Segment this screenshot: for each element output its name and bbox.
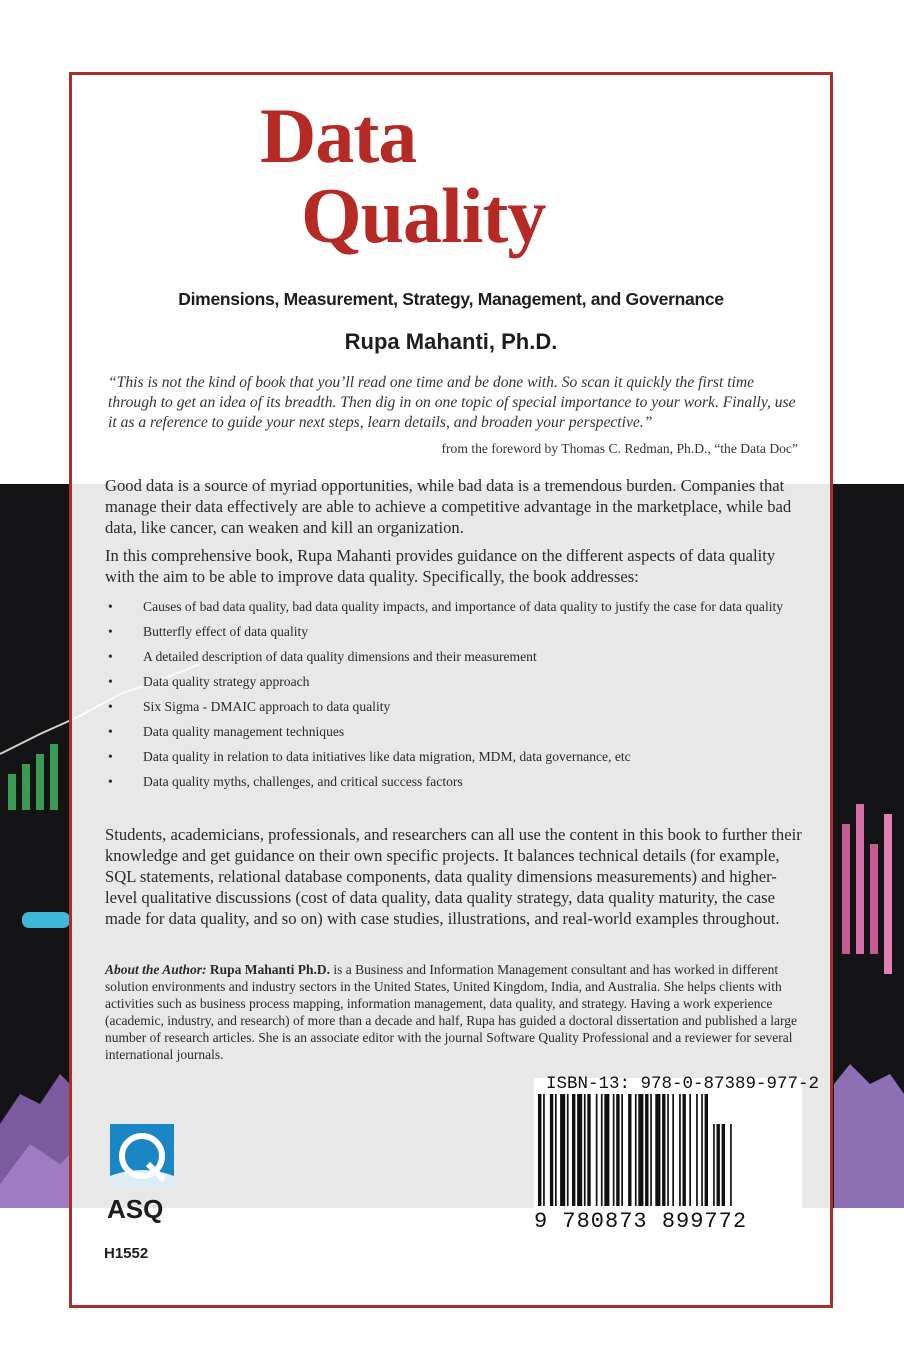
asq-logo-icon: [104, 1124, 180, 1194]
bullet-icon: •: [108, 749, 113, 764]
list-item: [105, 748, 805, 765]
description-paragraph-1: Good data is a source of myriad opportunities, while bad data is a tremendous burden. Companies that manage their data effectively are able to achieve a competitive advantage in the marketplace, while bad data, like cancer, can weaken and kill an organization.: [105, 476, 792, 537]
subtitle: Dimensions, Measurement, Strategy, Management, and Governance: [178, 289, 724, 309]
list-item-text: Six Sigma - DMAIC approach to data quality: [143, 699, 391, 714]
list-item: [105, 673, 805, 690]
topics-list: [105, 598, 805, 798]
bullet-icon: •: [108, 699, 113, 714]
bullet-icon: •: [108, 649, 113, 664]
bullet-icon: •: [108, 774, 113, 789]
description-paragraph-3: Students, academicians, professionals, and researchers can all use the content in this book to further their knowledge and get guidance on their own specific projects. It balances technical details (for example, SQL statements, relational database components, data quality dimensions measurements) and higher-level qualitative discussions (cost of data quality, data quality strategy, data quality maturity, the case made for data quality, and so on) with case studies, illustrations, and real-world examples throughout.: [105, 825, 802, 928]
about-author-name: Rupa Mahanti Ph.D.: [209, 962, 330, 977]
bullet-icon: •: [108, 624, 113, 639]
foreword-quote: “This is not the kind of book that you’ll read one time and be done with. So scan it quickly the first time through to get an idea of its breadth. Then dig in on one topic of special importance to your work. Finally, use it as a reference to guide your next steps, learn details, and broaden your perspective.”: [108, 374, 796, 431]
title-line-2: Quality: [301, 172, 546, 259]
list-item: [105, 773, 805, 790]
about-author: [105, 961, 805, 1063]
about-author-text: is a Business and Information Management consultant and has worked in different solution environments and industry sectors in the United States, United Kingdom, India, and Australia. She helps clients with activities such as business process mapping, information management, data quality, and strategy. Having a work experience (academic, industry, and research) of more than a decade and half, Rupa has guided a doctoral dissertation and published a large number of research articles. She is an associate editor with the journal Software Quality Professional and a reviewer for several international journals.: [105, 962, 797, 1062]
about-author-label: About the Author:: [105, 962, 207, 977]
bullet-icon: •: [108, 674, 113, 689]
list-item-text: Data quality strategy approach: [143, 674, 310, 689]
product-code: H1552: [104, 1245, 149, 1262]
author-name: Rupa Mahanti, Ph.D.: [344, 329, 558, 354]
list-item: [105, 623, 805, 640]
list-item-text: Data quality in relation to data initiatives like data migration, MDM, data governance, etc: [143, 749, 631, 764]
list-item-text: A detailed description of data quality dimensions and their measurement: [143, 649, 537, 664]
list-item-text: Data quality myths, challenges, and critical success factors: [143, 774, 463, 789]
isbn-label: ISBN-13: 978-0-87389-977-2: [546, 1074, 820, 1094]
list-item-text: Causes of bad data quality, bad data quality impacts, and importance of data quality to justify the case for data quality: [143, 599, 784, 614]
bullet-icon: •: [108, 724, 113, 739]
bullet-icon: •: [108, 599, 113, 614]
list-item: [105, 698, 805, 715]
ean-number: 9 780873 899772: [534, 1209, 748, 1234]
description-paragraph-2: In this comprehensive book, Rupa Mahanti provides guidance on the different aspects of data quality with the aim to be able to improve data quality. Specifically, the book addresses:: [105, 546, 776, 586]
list-item-text: Data quality management techniques: [143, 724, 345, 739]
quote-attribution: from the foreword by Thomas C. Redman, Ph.D., “the Data Doc”: [441, 441, 798, 456]
list-item-text: Butterfly effect of data quality: [143, 624, 309, 639]
list-item: [105, 598, 805, 615]
list-item: [105, 648, 805, 665]
barcode-icon: [534, 1094, 802, 1212]
list-item: [105, 723, 805, 740]
title-line-1: Data: [260, 92, 417, 179]
publisher-logo-text: ASQ: [107, 1194, 164, 1224]
